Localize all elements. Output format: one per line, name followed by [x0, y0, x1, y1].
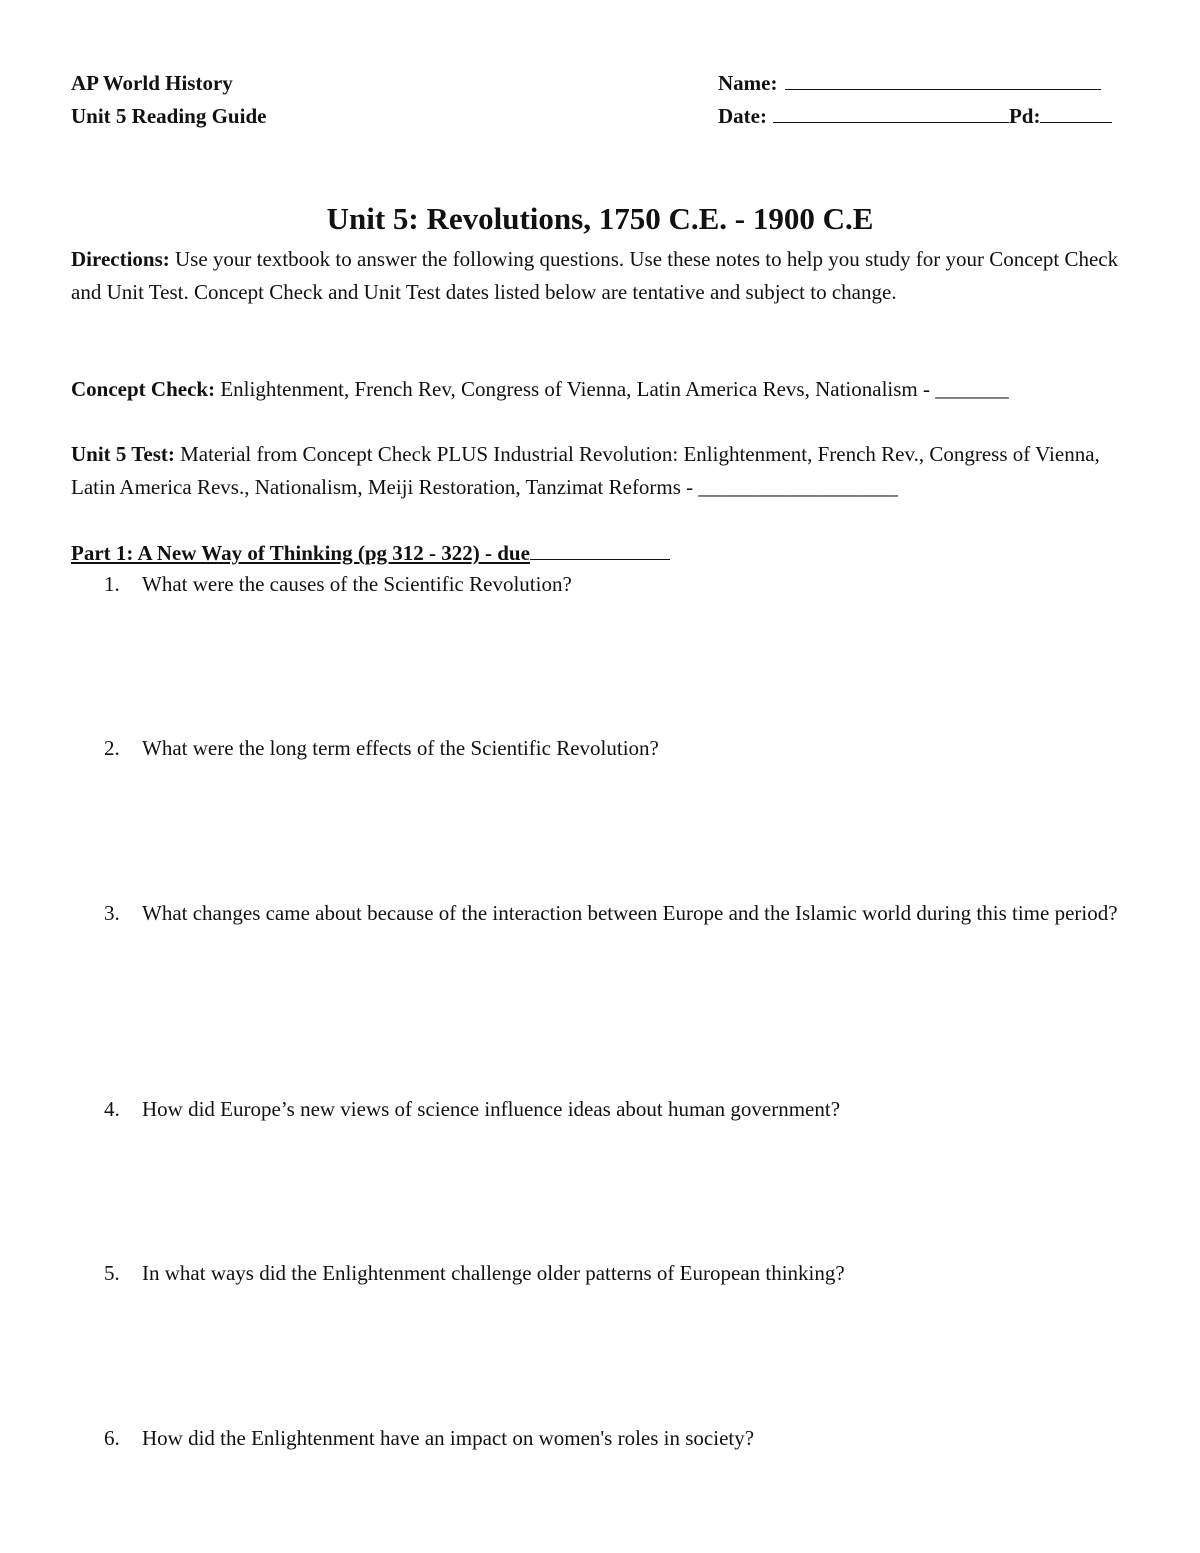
header-right: [718, 67, 1128, 133]
question-number: 4.: [104, 1097, 120, 1121]
question-number: 2.: [104, 736, 120, 760]
question-text: How did the Enlightenment have an impact on women's roles in society?: [142, 1426, 755, 1450]
unit-test-label: Unit 5 Test:: [71, 442, 175, 466]
question-number: 5.: [104, 1261, 120, 1285]
part-1-heading-text: Part 1: A New Way of Thinking (pg 312 - 322) - due: [71, 541, 530, 565]
date-row: [718, 100, 1128, 133]
date-label: Date:: [718, 104, 767, 128]
part-1-heading: [71, 537, 670, 570]
unit-test-text: Material from Concept Check PLUS Industrial Revolution: Enlightenment, French Rev., Congress of Vienna, Latin America Revs., Nationalism, Meiji Restoration, Tanzimat Reforms - ___________________: [71, 442, 1100, 499]
directions-label: Directions:: [71, 247, 170, 271]
question-text: What changes came about because of the interaction between Europe and the Islamic world during this time period?: [142, 901, 1118, 925]
question-1: [104, 568, 1134, 601]
question-text: What were the long term effects of the Scientific Revolution?: [142, 736, 659, 760]
page-title: Unit 5: Revolutions, 1750 C.E. - 1900 C.E: [326, 201, 874, 236]
period-label: Pd:: [1008, 104, 1041, 128]
concept-check: [71, 373, 1131, 406]
concept-check-text: Enlightenment, French Rev, Congress of Vienna, Latin America Revs, Nationalism - _______: [215, 377, 1009, 401]
date-blank[interactable]: [773, 100, 1009, 123]
question-4: [104, 1093, 1134, 1126]
concept-check-label: Concept Check:: [71, 377, 216, 401]
question-number: 6.: [104, 1426, 120, 1450]
question-text: In what ways did the Enlightenment challenge older patterns of European thinking?: [142, 1261, 845, 1285]
guide-name: Unit 5 Reading Guide: [71, 104, 267, 128]
question-6: [104, 1422, 1134, 1455]
question-5: [104, 1257, 1134, 1290]
directions: [71, 243, 1131, 309]
unit-test: [71, 438, 1131, 504]
question-2: [104, 732, 1134, 765]
name-blank[interactable]: [785, 67, 1101, 90]
question-text: How did Europe’s new views of science influence ideas about human government?: [142, 1097, 841, 1121]
course-name: AP World History: [71, 71, 233, 95]
period-blank[interactable]: [1040, 100, 1112, 123]
name-label: Name:: [718, 71, 778, 95]
due-date-blank[interactable]: [530, 539, 670, 560]
question-number: 3.: [104, 901, 120, 925]
directions-text: Use your textbook to answer the following questions. Use these notes to help you study for your Concept Check and Unit Test. Concept Check and Unit Test dates listed below are tentative and subject to change.: [71, 247, 1119, 304]
question-3: [104, 897, 1134, 930]
question-number: 1.: [104, 572, 120, 596]
name-row: [718, 67, 1128, 100]
question-text: What were the causes of the Scientific Revolution?: [142, 572, 572, 596]
header-left: [71, 67, 266, 133]
